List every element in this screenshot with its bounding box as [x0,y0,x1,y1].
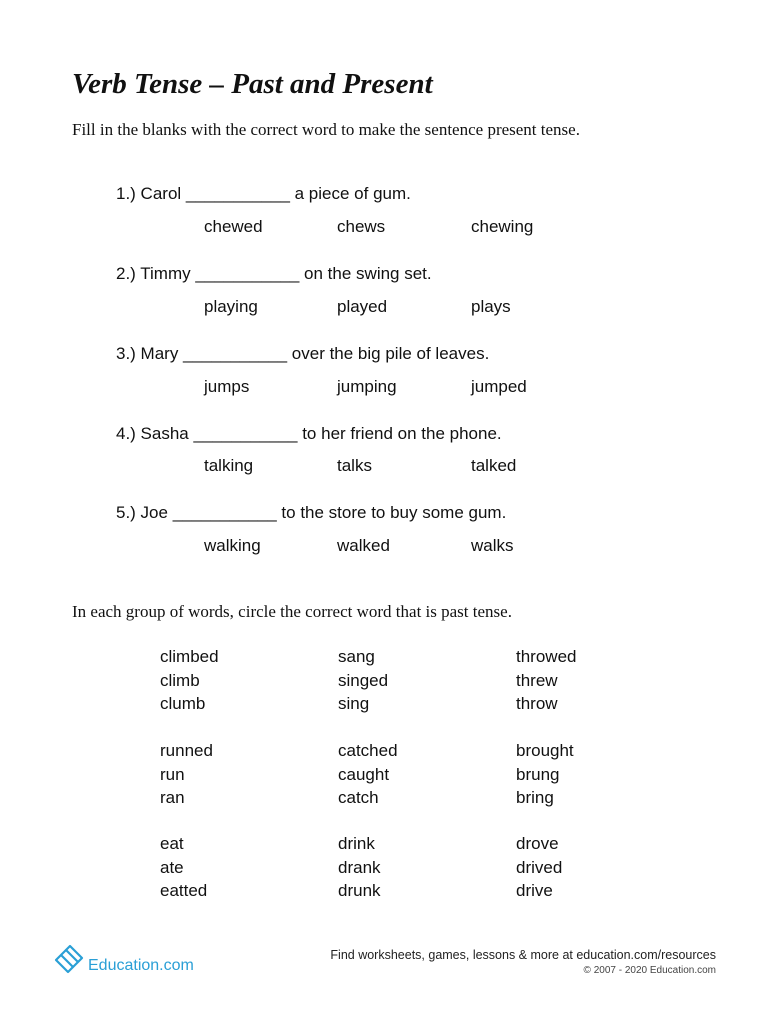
word-column [516,832,562,903]
word-column [338,739,398,810]
word-column [516,739,574,810]
question-text: 2.) Timmy ___________ on the swing set. [116,264,432,283]
word: drink [338,834,375,853]
word: brung [516,764,560,784]
option: plays [471,297,511,316]
word: sing [338,694,370,713]
question-text: 5.) Joe ___________ to the store to buy some gum. [116,503,507,522]
option: walking [204,536,261,555]
word: climb [160,670,200,690]
word: threw [516,670,558,690]
worksheet-title: Verb Tense – Past and Present [72,68,433,100]
instruction-present-tense: Fill in the blanks with the correct word to make the sentence present tense. [72,120,580,139]
word: bring [516,788,554,807]
option: walked [337,536,390,555]
question-text: 4.) Sasha ___________ to her friend on the phone. [116,424,502,443]
word: throw [516,694,558,713]
copyright-text: © 2007 - 2020 Education.com [583,965,716,976]
option: jumps [204,377,250,396]
word: catch [338,788,379,807]
instruction-past-tense: In each group of words, circle the correct word that is past tense. [72,602,512,621]
education-logo [52,942,194,976]
word-column [338,832,381,903]
word: brought [516,741,574,760]
option: jumped [471,377,527,396]
option: walks [471,536,514,555]
word-column [516,645,576,716]
word: drunk [338,881,381,900]
option: talking [204,456,254,475]
word: clumb [160,694,206,713]
question-text: 1.) Carol ___________ a piece of gum. [116,184,411,203]
word: singed [338,670,389,690]
word-column [160,832,207,903]
footer-info [330,948,716,976]
option: talks [337,456,372,475]
logo-text: Education.com [88,957,194,974]
option: chewing [471,217,534,236]
word: ate [160,857,184,877]
word: ran [160,788,185,807]
word: sang [338,647,375,666]
word: eatted [160,881,208,900]
word: drank [338,857,381,877]
word: drove [516,834,559,853]
pencil-logo-icon [52,942,86,976]
word: caught [338,764,390,784]
option: playing [204,297,258,316]
option: jumping [337,377,397,396]
option: played [337,297,388,316]
word: drive [516,881,553,900]
question-text: 3.) Mary ___________ over the big pile of leaves. [116,344,490,363]
word-column [160,739,213,810]
word-column [160,645,219,716]
word: catched [338,741,398,760]
word: climbed [160,647,219,666]
word-column [338,645,388,716]
resources-link[interactable]: Find worksheets, games, lessons & more at education.com/resources [330,948,716,962]
word: eat [160,834,184,853]
word: run [160,764,185,784]
option: chews [337,217,386,236]
word: throwed [516,647,577,666]
word: drived [516,857,563,877]
option: chewed [204,217,263,236]
option: talked [471,456,517,475]
word: runned [160,741,213,760]
